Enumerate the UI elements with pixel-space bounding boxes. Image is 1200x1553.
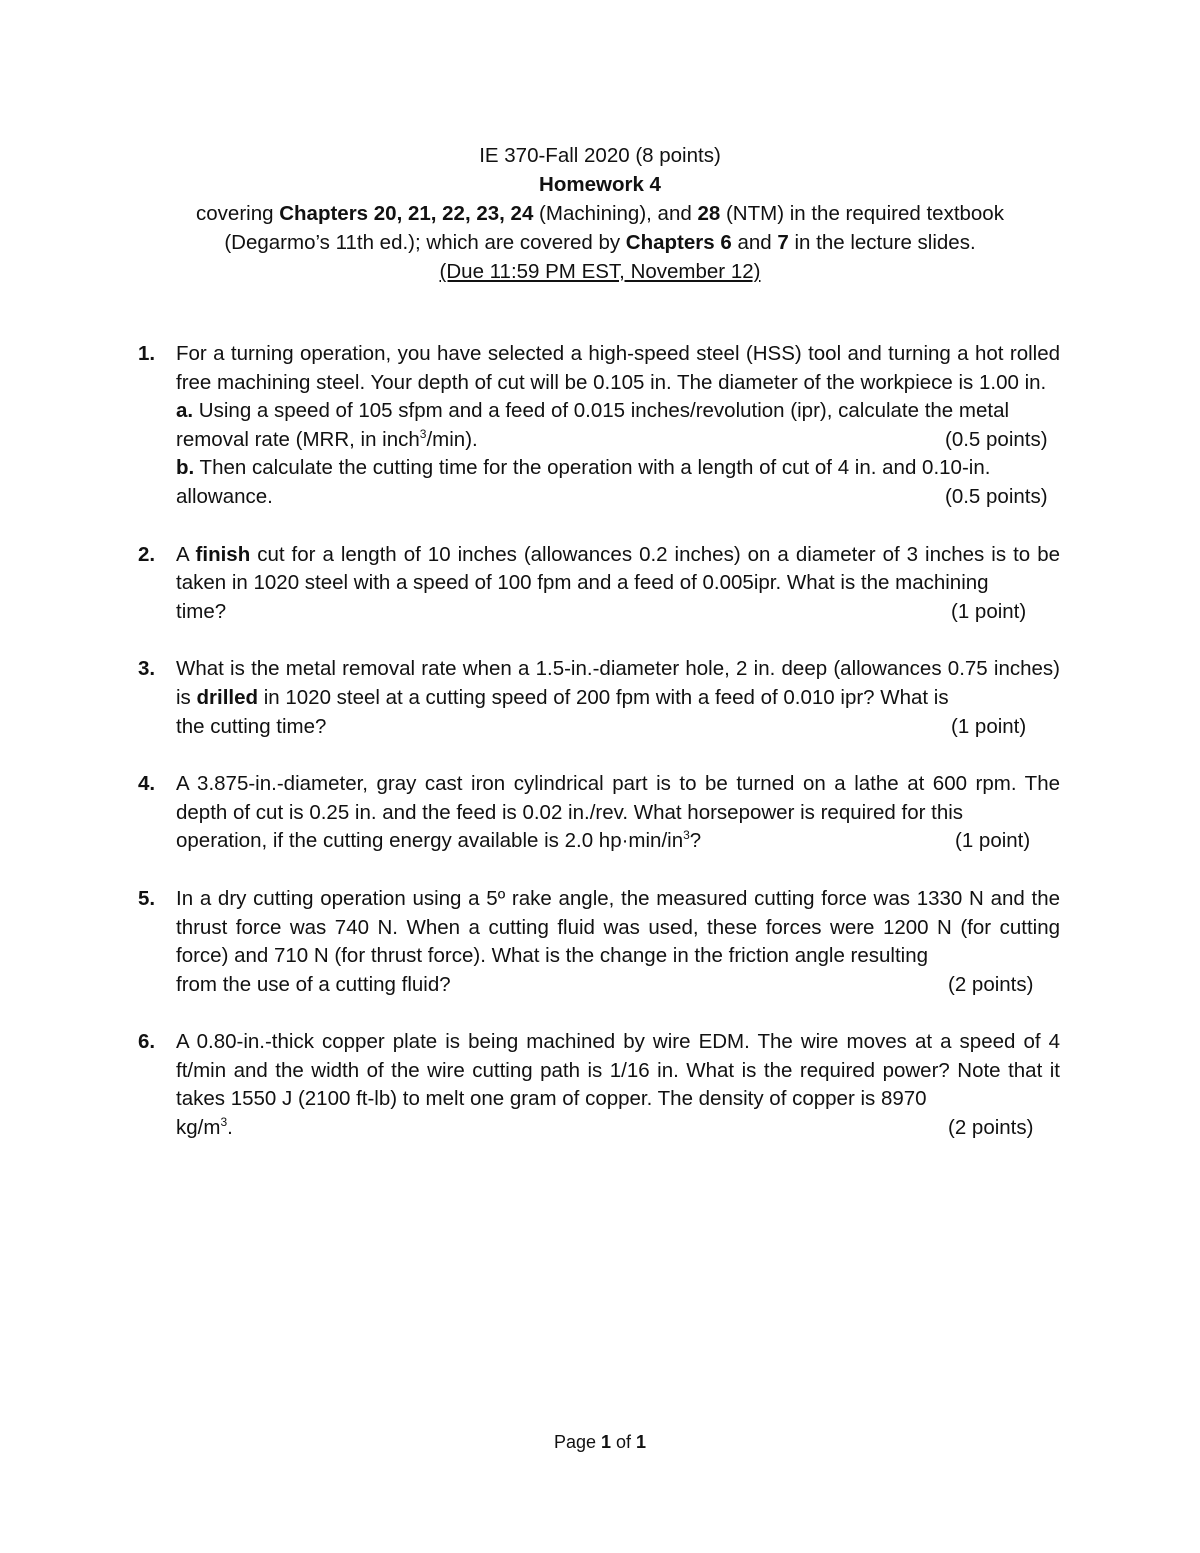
points-label: (0.5 points)	[945, 484, 1048, 508]
points-label: (1 point)	[951, 599, 1027, 623]
due-date: (Due 11:59 PM EST, November 12)	[439, 260, 761, 283]
question-text: What is the metal removal rate when a 1.5-in.-diameter hole, 2 in. deep (allowances 0.75 inches) is drilled in 1020 steel at a cutting speed of 200 fpm with a feed of 0.010 ipr? What is	[176, 657, 1060, 709]
question-last-line: from the use of a cutting fluid?	[176, 972, 451, 996]
question-number: 5.	[138, 886, 156, 910]
points-label: (2 points)	[948, 972, 1034, 996]
points-label: (0.5 points)	[945, 427, 1048, 451]
points-label: (2 points)	[948, 1116, 1034, 1140]
part-b-line-2: allowance. (0.5 points)	[176, 483, 1060, 512]
covering-line-1: covering Chapters 20, 21, 22, 23, 24 (Machining), and 28 (NTM) in the required textbook	[196, 202, 1004, 225]
part-b-line-1: b. Then calculate the cutting time for the operation with a length of cut of 4 in. and 0.10-in.	[176, 456, 991, 480]
question-last-line: $kg/m^3$.	[176, 1115, 233, 1140]
question-number: 4.	[138, 772, 156, 796]
question-6	[138, 1028, 1060, 1142]
document-header	[0, 141, 1200, 286]
question-1	[138, 340, 1060, 512]
question-number: 2.	[138, 542, 156, 566]
question-list	[138, 340, 1060, 1143]
question-last-line: the cutting time?	[176, 714, 327, 738]
question-5	[138, 885, 1060, 999]
question-text: A 3.875-in.-diameter, gray cast iron cylindrical part is to be turned on a lathe at 600 rpm. The depth of cut is 0.25 in. and the feed is 0.02 in./rev. What horsepower is required for this	[176, 772, 1060, 824]
homework-title: Homework 4	[539, 173, 661, 196]
question-last-line: time?	[176, 599, 227, 623]
page-footer: Page 1 of 1	[553, 1432, 647, 1452]
question-4	[138, 770, 1060, 856]
question-text: In a dry cutting operation using a 5º rake angle, the measured cutting force was 1330 N and the thrust force was 740 N. When a cutting fluid was used, these forces were 1200 N (for cutting force) and 710 N (for thrust force). What is the change in the friction angle resulting	[176, 886, 1060, 968]
course-line: IE 370-Fall 2020 (8 points)	[479, 144, 721, 167]
question-text: A 0.80-in.-thick copper plate is being machined by wire EDM. The wire moves at a speed of 4 ft/min and the width of the wire cutting path is 1/16 in. What is the required power? Note that it takes 1550 J (2100 ft-lb) to melt one gram of copper. The density of copper is 8970	[176, 1030, 1060, 1111]
question-text: For a turning operation, you have selected a high-speed steel (HSS) tool and turning a hot rolled free machining steel. Your depth of cut will be 0.105 in. The diameter of the workpiece is 1.00 in.	[176, 342, 1060, 394]
part-a-line-2: removal rate (MRR, in inch$^3$/min). (0.5 points)	[176, 426, 1060, 455]
covering-line-2: (Degarmo’s 11th ed.); which are covered by Chapters 6 and 7 in the lecture slides.	[224, 231, 976, 254]
question-number: 6.	[138, 1030, 156, 1054]
points-label: (1 point)	[951, 714, 1027, 738]
question-number: 3.	[138, 657, 156, 681]
question-last-line: operation, if the cutting energy available is 2.0 $hp\cdot\min/in^3$?	[176, 828, 702, 853]
question-text: A finish cut for a length of 10 inches (allowances 0.2 inches) on a diameter of 3 inches is to be taken in 1020 steel with a speed of 100 fpm and a feed of 0.005ipr. What is the machining	[176, 542, 1060, 595]
question-2	[138, 541, 1060, 627]
question-3	[138, 655, 1060, 741]
points-label: (1 point)	[955, 829, 1031, 853]
part-a-line-1: a. Using a speed of 105 sfpm and a feed of 0.015 inches/revolution (ipr), calculate the metal	[176, 399, 1010, 423]
question-number: 1.	[138, 342, 156, 365]
